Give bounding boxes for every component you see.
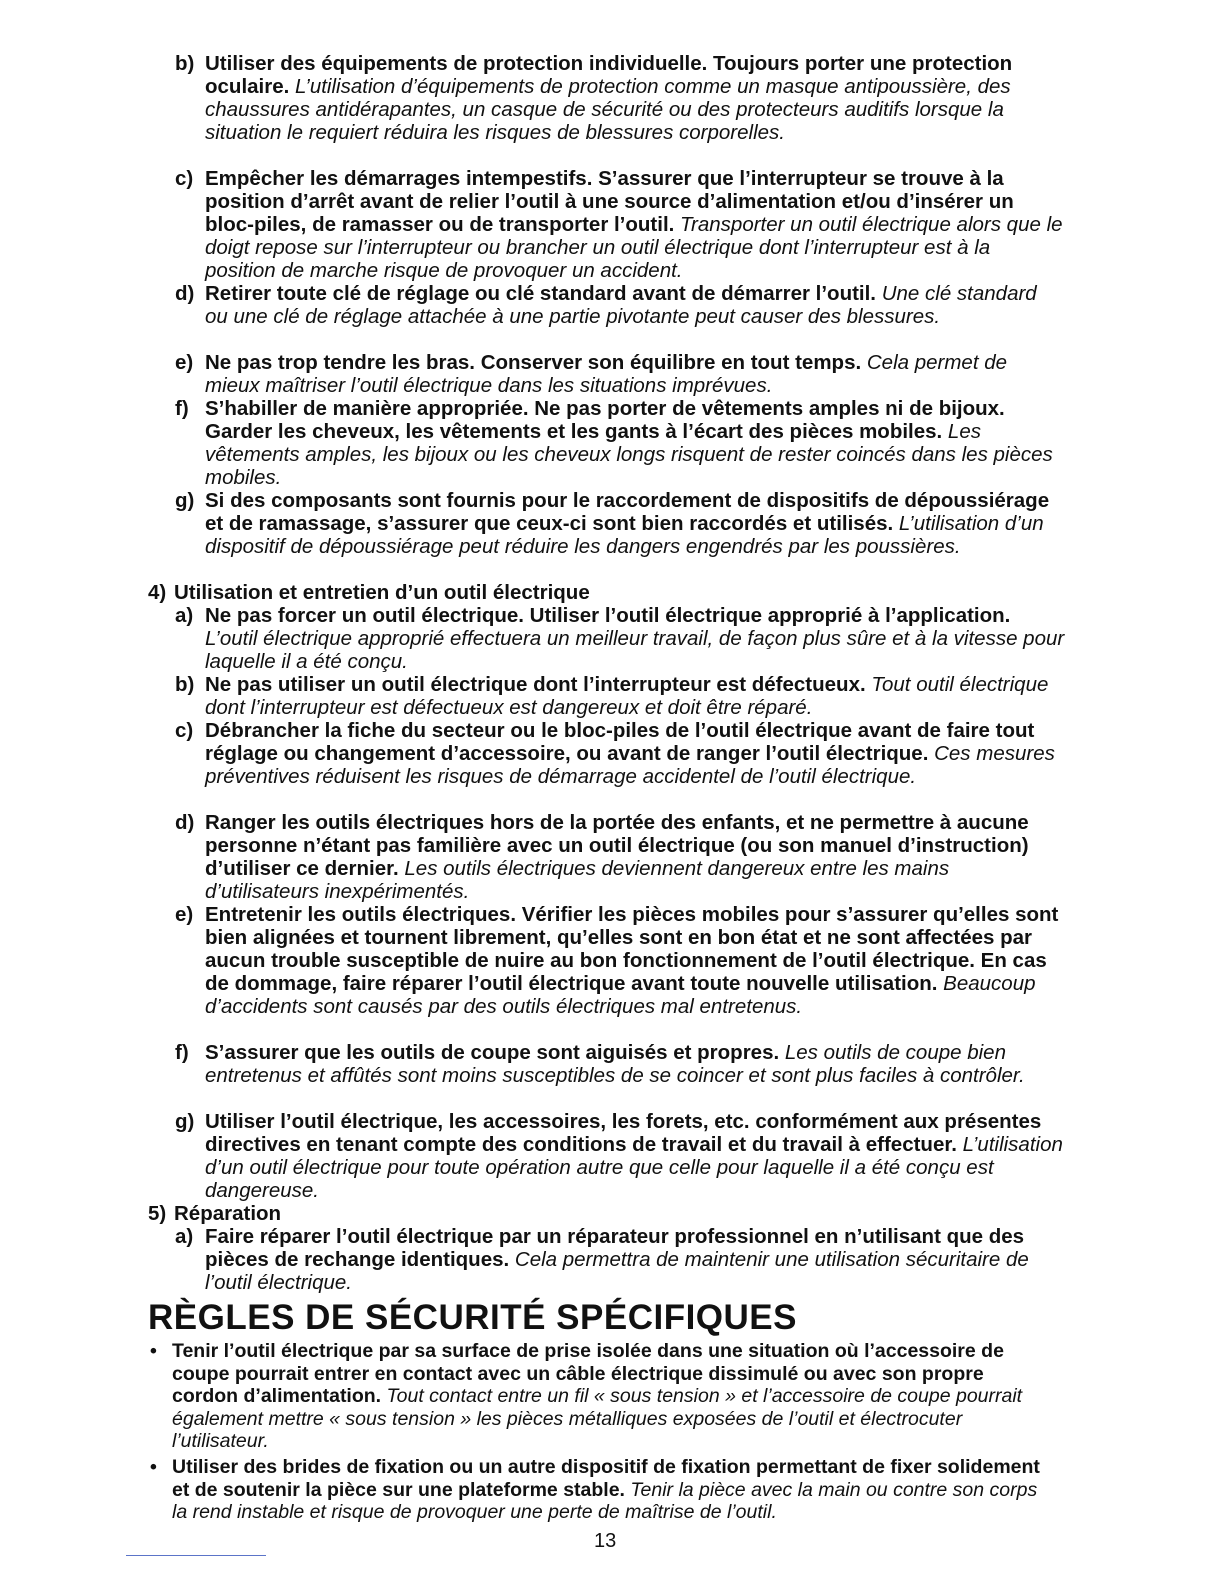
section-number: 4)	[148, 581, 167, 604]
rule-italic-text: L’utilisation d’un outil électrique pour toute opération autre que celle pour laquelle il a été conçu est dangereuse.	[205, 1133, 1063, 1202]
item-marker: a)	[175, 1225, 194, 1248]
specific-rules-heading: RÈGLES DE SÉCURITÉ SPÉCIFIQUES	[148, 1298, 797, 1337]
rule-bold-text: Ne pas trop tendre les bras. Conserver son équilibre en tout temps.	[205, 351, 862, 374]
item-marker: d)	[175, 282, 195, 305]
section-number: 5)	[148, 1202, 167, 1225]
rule-bold-text: Utiliser des équipements de protection individuelle. Toujours porter une protection oculaire.	[205, 52, 1013, 98]
rule-item	[175, 719, 1065, 788]
rule-bold-text: Ne pas utiliser un outil électrique dont l’interrupteur est défectueux.	[205, 673, 866, 696]
item-marker: a)	[175, 604, 194, 627]
rule-item	[175, 903, 1065, 1018]
rule-item	[175, 397, 1065, 489]
section-title: Utilisation et entretien d’un outil électrique	[174, 581, 590, 604]
rule-item	[175, 1225, 1065, 1294]
rule-item	[175, 811, 1065, 903]
rule-bold-text: Si des composants sont fournis pour le raccordement de dispositifs de dépoussiérage et de ramassage, s’assurer que ceux-ci sont bien raccordés et utilisés.	[205, 489, 1050, 535]
item-marker: c)	[175, 167, 194, 190]
rule-italic-text: Une clé standard ou une clé de réglage attachée à une partie pivotante peut causer des blessures.	[205, 282, 1037, 328]
rule-italic-text: L’utilisation d’un dispositif de dépoussiérage peut réduire les dangers engendrés par les poussières.	[205, 512, 1044, 558]
item-marker: g)	[175, 1110, 195, 1133]
rule-bold-text: Débrancher la fiche du secteur ou le bloc-piles de l’outil électrique avant de faire tout réglage ou changement d’accessoire, ou avant de ranger l’outil électrique.	[205, 719, 1035, 765]
rule-italic-text: Les outils électriques deviennent dangereux entre les mains d’utilisateurs inexpérimentés.	[205, 857, 950, 903]
bullet-item	[148, 1456, 1053, 1524]
rule-item	[175, 167, 1065, 282]
rule-italic-text: L’utilisation d’équipements de protection comme un masque antipoussière, des chaussures antidérapantes, un casque de sécurité ou des protecteurs auditifs lorsque la situation le requiert réduira les risques de blessures corporelles.	[205, 75, 1011, 144]
item-marker: f)	[175, 397, 189, 420]
item-marker: e)	[175, 351, 194, 374]
rule-item	[175, 282, 1065, 328]
item-marker: g)	[175, 489, 195, 512]
rule-item	[175, 489, 1065, 558]
rule-italic-text: Tenir la pièce avec la main ou contre son corps la rend instable et risque de provoquer une perte de maîtrise de l’outil.	[172, 1478, 1038, 1523]
bullet-marker: •	[150, 1340, 157, 1362]
item-marker: c)	[175, 719, 194, 742]
rule-bold-text: Ne pas forcer un outil électrique. Utiliser l’outil électrique approprié à l’application.	[205, 604, 1011, 627]
bullet-marker: •	[150, 1456, 157, 1478]
rule-italic-text: Beaucoup d’accidents sont causés par des outils électriques mal entretenus.	[205, 972, 1036, 1018]
rule-item	[175, 52, 1065, 144]
rule-italic-text: Tout outil électrique dont l’interrupteur est défectueux est dangereux et doit être réparé.	[205, 673, 1049, 719]
rule-italic-text: Cela permettra de maintenir une utilisation sécuritaire de l’outil électrique.	[205, 1248, 1029, 1294]
rule-bold-text: Utiliser des brides de fixation ou un autre dispositif de fixation permettant de fixer solidement et de soutenir la pièce sur une plateforme stable.	[172, 1456, 1040, 1501]
bullet-item	[148, 1340, 1053, 1453]
rule-italic-text: Transporter un outil électrique alors que le doigt repose sur l’interrupteur ou brancher un outil électrique dont l’interrupteur est à la position de marche risque de provoquer un accident.	[205, 213, 1063, 282]
rule-item	[175, 673, 1065, 719]
rule-item	[175, 1041, 1065, 1087]
rule-bold-text: Ranger les outils électriques hors de la portée des enfants, et ne permettre à aucune personne n’étant pas familière avec un outil électrique (ou son manuel d’instruction) d’utiliser ce dernier.	[205, 811, 1029, 880]
rule-bold-text: S’habiller de manière appropriée. Ne pas porter de vêtements amples ni de bijoux. Garder les cheveux, les vêtements et les gants à l’écart des pièces mobiles.	[205, 397, 1005, 443]
rule-italic-text: Les outils de coupe bien entretenus et affûtés sont moins susceptibles de se coincer et sont plus faciles à contrôler.	[205, 1041, 1025, 1087]
footer-rule	[126, 1555, 266, 1556]
item-marker: b)	[175, 52, 195, 75]
rule-italic-text: Ces mesures préventives réduisent les risques de démarrage accidentel de l’outil électrique.	[205, 742, 1055, 788]
rule-bold-text: Tenir l’outil électrique par sa surface de prise isolée dans une situation où l’accessoire de coupe pourrait entrer en contact avec un câble électrique dissimulé ou avec son propre cordon d’alimentation.	[172, 1340, 1004, 1407]
rule-bold-text: Retirer toute clé de réglage ou clé standard avant de démarrer l’outil.	[205, 282, 877, 305]
section-heading	[148, 581, 1048, 604]
rule-item	[175, 351, 1065, 397]
rule-italic-text: Tout contact entre un fil « sous tension » et l’accessoire de coupe pourrait également mettre « sous tension » les pièces métalliques exposées de l’outil et électrocuter l’utilisateur.	[172, 1385, 1023, 1452]
rule-italic-text: Les vêtements amples, les bijoux ou les cheveux longs risquent de rester coincés dans les pièces mobiles.	[205, 420, 1053, 489]
rule-bold-text: Entretenir les outils électriques. Vérifier les pièces mobiles pour s’assurer qu’elles sont bien alignées et tournent librement, qu’elles sont en bon état et ne sont affectées par aucun trouble susceptible de nuire au bon fonctionnement de l’outil électrique. En cas de dommage, faire réparer l’outil électrique avant toute nouvelle utilisation.	[205, 903, 1059, 995]
rule-italic-text: Cela permet de mieux maîtriser l’outil électrique dans les situations imprévues.	[205, 351, 1008, 397]
item-marker: b)	[175, 673, 195, 696]
rule-item	[175, 1110, 1065, 1202]
item-marker: f)	[175, 1041, 189, 1064]
rule-bold-text: Faire réparer l’outil électrique par un réparateur professionnel en n’utilisant que des pièces de rechange identiques.	[205, 1225, 1025, 1271]
rule-bold-text: Utiliser l’outil électrique, les accessoires, les forets, etc. conformément aux présentes directives en tenant compte des conditions de travail et du travail à effectuer.	[205, 1110, 1042, 1156]
rule-italic-text: L’outil électrique approprié effectuera un meilleur travail, de façon plus sûre et à la vitesse pour laquelle il a été conçu.	[205, 627, 1065, 673]
rule-bold-text: Empêcher les démarrages intempestifs. S’assurer que l’interrupteur se trouve à la position d’arrêt avant de relier l’outil à une source d’alimentation et/ou d’insérer un bloc-piles, de ramasser ou de transporter l’outil.	[205, 167, 1014, 236]
section-title: Réparation	[174, 1202, 282, 1225]
section-heading	[148, 1202, 1048, 1225]
item-marker: d)	[175, 811, 195, 834]
rule-bold-text: S’assurer que les outils de coupe sont aiguisés et propres.	[205, 1041, 780, 1064]
page-number: 13	[594, 1530, 617, 1552]
item-marker: e)	[175, 903, 194, 926]
rule-item	[175, 604, 1065, 673]
